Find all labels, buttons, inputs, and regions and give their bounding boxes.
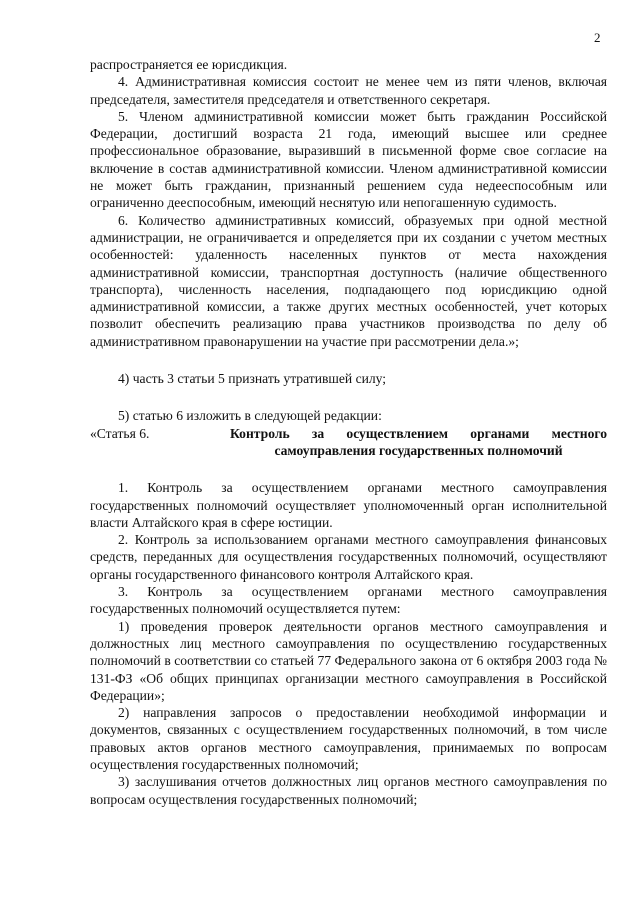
page-number: 2 xyxy=(594,30,601,45)
article-subitem-3: 3) заслушивания отчетов должностных лиц органов местного самоуправления по вопросам осуществления государственных полномочий; xyxy=(90,774,607,807)
article-subitem-1: 1) проведения проверок деятельности органов местного самоуправления и должностных лиц местного самоуправления по осуществлению государственных полномочий в соответствии со статьей 77 Федерального закона от 6 октября 2003 года № 131-ФЗ «Об общих принципах организации местного самоуправления в Российской Федерации»; xyxy=(90,618,607,703)
article-paragraph-2: 2. Контроль за использованием органами местного самоуправления финансовых средств, переданных для осуществления государственных полномочий, осуществляют органы государственного финансового контроля Алтайского края. xyxy=(90,532,607,582)
paragraph-item-5: 5. Членом административной комиссии может быть гражданин Российской Федерации, достигший возраста 21 года, имеющий высшее или среднее профессиональное образование, выразивший в письменной форме свое согласие на включение в состав административной комиссии. Членом административной комиссии не может быть гражданин, признанный решением суда недееспособным или ограниченно дееспособным, имеющий неснятую или непогашенную судимость. xyxy=(90,108,607,211)
paragraph-item-4: 4. Административная комиссия состоит не менее чем из пяти членов, включая председателя, заместителя председателя и ответственного секретаря. xyxy=(90,74,607,107)
paragraph-continuation: распространяется ее юрисдикция. xyxy=(90,57,288,72)
article-subitem-2: 2) направления запросов о предоставлении необходимой информации и документов, связанных с осуществлением государственных полномочий, в том числе правовых актов органов местного самоуправления, принимаемых по вопросам осуществления государственных полномочий; xyxy=(90,705,607,772)
article-heading xyxy=(90,425,607,460)
paragraph-item-6: 6. Количество административных комиссий, образуемых при одной местной администрации, не ограничивается и определяется при их создании с учетом местных особенностей: удаленность населенных пунктов от места нахождения административной комиссии, транспортная доступность (наличие общественного транспорта), численность населения, подпадающего под юрисдикцию одной административной комиссии, а также других местных особенностей, учет которых позволит обеспечить реализацию права участников производства по делу об административном правонарушении на участие при рассмотрении дела.»; xyxy=(90,212,607,349)
article-paragraph-1: 1. Контроль за осуществлением органами местного самоуправления государственных полномочий осуществляет уполномоченный орган исполнительной власти Алтайского края в сфере юстиции. xyxy=(90,480,607,530)
amendment-5: 5) статью 6 изложить в следующей редакции: xyxy=(118,408,382,424)
article-title: Контроль за осуществлением органами местного самоуправления государственных полномочий xyxy=(230,425,607,458)
article-paragraph-3: 3. Контроль за осуществлением органами местного самоуправления государственных полномочий осуществляется путем: xyxy=(90,584,607,617)
document-body xyxy=(90,56,607,808)
article-label: «Статья 6. xyxy=(90,425,150,441)
amendment-4: 4) часть 3 статьи 5 признать утратившей силу; xyxy=(118,371,387,387)
